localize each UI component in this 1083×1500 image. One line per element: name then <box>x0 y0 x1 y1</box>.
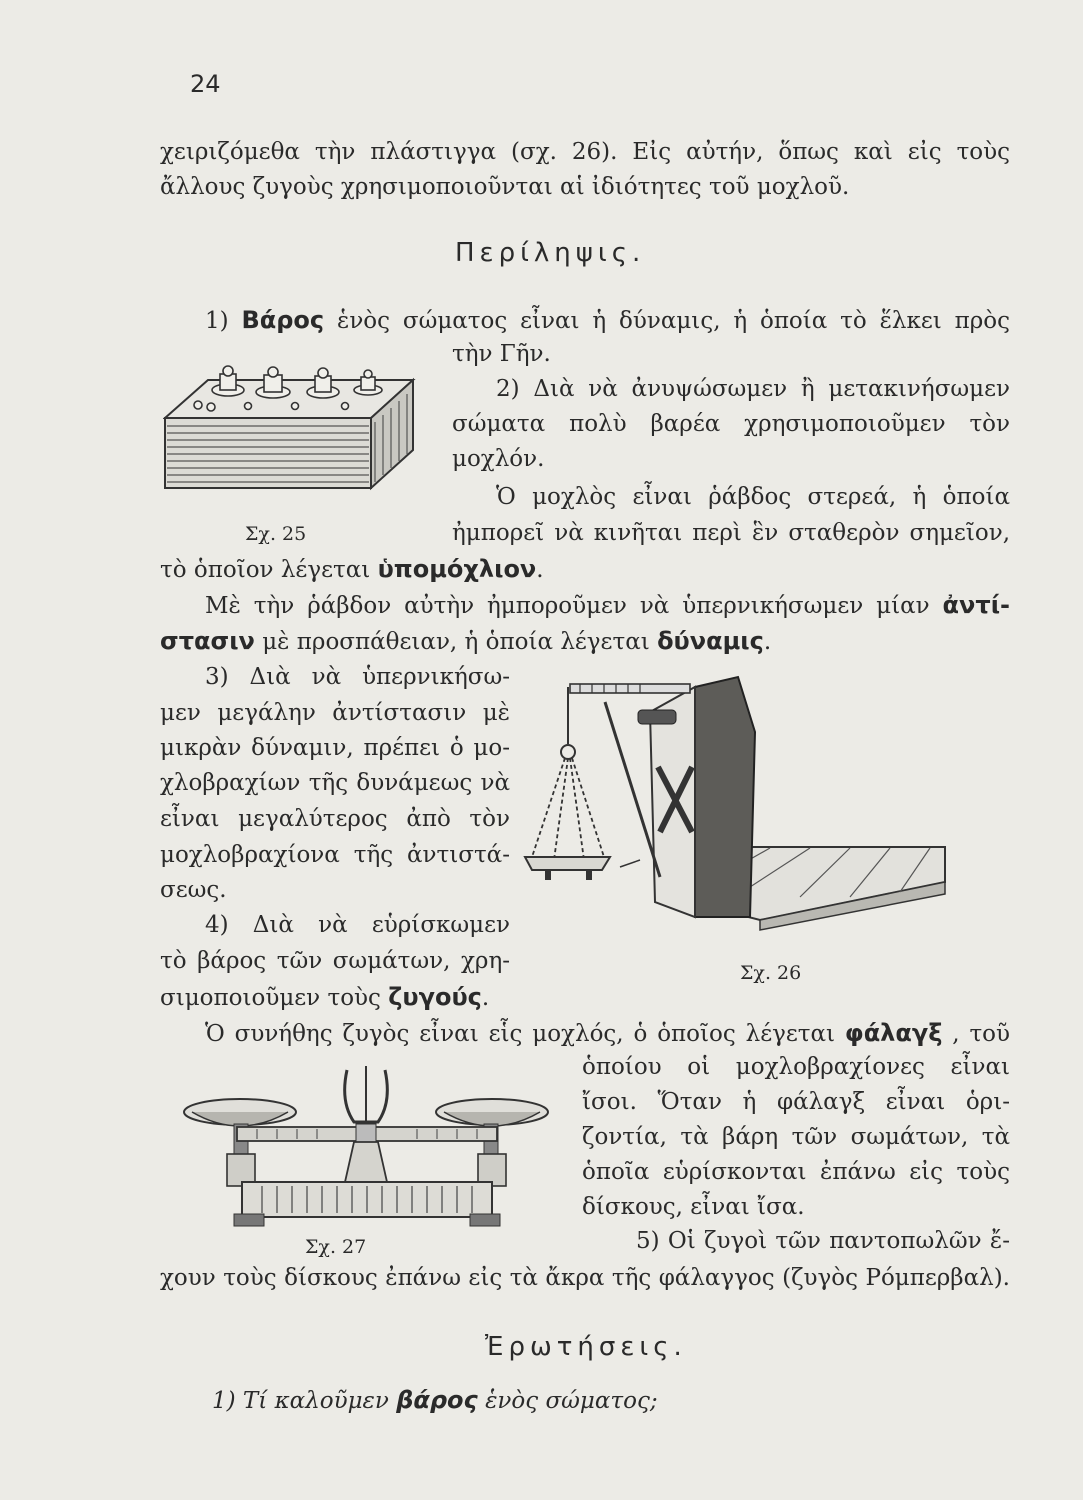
question-1 <box>212 1385 658 1416</box>
p4-line-5: ὁποίου οἱ μοχλοβραχίονες εἶναι <box>582 1054 1010 1080</box>
question-1-end: ἑνὸς σώματος; <box>485 1388 658 1414</box>
p4-line-3-text: σιμοποιοῦμεν τοὺς <box>160 985 381 1011</box>
figure-25-caption: Σχ. 25 <box>245 523 307 545</box>
figure-26-caption: Σχ. 26 <box>740 962 802 984</box>
p2-line-1: 2) Διὰ νὰ ἀνυψώσωμεν ἢ μετακινήσωμεν <box>496 376 1010 402</box>
p3-line-3: μικρὰν δύναμιν, πρέπει ὁ μο- <box>160 735 510 761</box>
p4-line-4-end: , τοῦ <box>952 1021 1010 1047</box>
question-1-text: 1) Τί καλοῦμεν <box>212 1388 389 1414</box>
term-hypomochlion: ὑπομόχλιον <box>377 555 537 583</box>
p3-line-7: σεως. <box>160 877 227 903</box>
p4-line-3 <box>160 982 489 1013</box>
term-antistasis-part1: ἀντί- <box>942 591 1011 619</box>
p4-line-4-text: Ὁ συνήθης ζυγὸς εἶναι εἷς μοχλός, ὁ ὁποῖος λέγεται <box>205 1021 836 1047</box>
p2-line-2: σώματα πολὺ βαρέα χρησιμοποιοῦμεν τὸν <box>452 411 1010 437</box>
intro-line-2: ἄλλους ζυγοὺς χρησιμοποιοῦνται αἱ ἰδιότητες τοῦ μοχλοῦ. <box>160 174 850 200</box>
p4-line-8: ὁποῖα εὑρίσκονται ἐπάνω εἰς τοὺς <box>582 1159 1010 1185</box>
p3-line-2: μεν μεγάλην ἀντίστασιν μὲ <box>160 700 510 726</box>
term-antistasis-part2: στασιν <box>160 627 255 655</box>
p4-line-1: 4) Διὰ νὰ εὑρίσκωμεν <box>205 912 510 938</box>
p1-number: 1) <box>205 308 229 334</box>
p2-line-4: Ὁ μοχλὸς εἶναι ῥάβδος στερεά, ἡ ὁποία <box>496 484 1010 510</box>
p1-line-1 <box>205 305 1010 336</box>
p2-line-6-end: . <box>536 557 544 583</box>
term-phalanx: φάλαγξ <box>844 1019 943 1047</box>
p1-rest: ἑνὸς σώματος εἶναι ἡ δύναμις, ἡ ὁποία τὸ ἕλκει πρὸς <box>336 308 1011 334</box>
p3-line-5: εἶναι μεγαλύτερος ἀπὸ τὸν <box>160 806 510 832</box>
intro-line-1: χειριζόμεθα τὴν πλάστιγγα (σχ. 26). Εἰς αὐτήν, ὅπως καὶ εἰς τοὺς <box>160 139 1010 165</box>
page-number: 24 <box>190 70 221 98</box>
p2-line-8-text: μὲ προσπάθειαν, ἡ ὁποία λέγεται <box>262 629 650 655</box>
p4-line-9: δίσκους, εἶναι ἴσα. <box>582 1194 805 1220</box>
p1-term: Βάρος <box>241 306 325 334</box>
p1-line-2: τὴν Γῆν. <box>452 341 551 367</box>
p4-line-6: ἴσοι. Ὅταν ἡ φάλαγξ εἶναι ὁρι- <box>582 1089 1010 1115</box>
figure-26-platform-scale <box>520 672 1020 937</box>
p2-line-7 <box>205 590 1010 621</box>
p2-line-5: ἠμπορεῖ νὰ κινῆται περὶ ἓν σταθερὸν σημεῖον, <box>452 520 1010 546</box>
summary-heading: Περίληψις. <box>455 238 646 268</box>
p4-line-2: τὸ βάρος τῶν σωμάτων, χρη- <box>160 948 510 974</box>
p4-line-3-end: . <box>481 985 490 1011</box>
p2-line-8 <box>160 626 771 657</box>
p2-line-6 <box>160 554 544 585</box>
p2-line-3: μοχλόν. <box>452 446 545 472</box>
p2-line-7-text: Μὲ τὴν ῥάβδον αὐτὴν ἠμποροῦμεν νὰ ὑπερνικήσωμεν μίαν <box>205 593 930 619</box>
p5-line-1: 5) Οἱ ζυγοὶ τῶν παντοπωλῶν ἔ- <box>636 1228 1010 1254</box>
p3-line-1: 3) Διὰ νὰ ὑπερνικήσω- <box>205 664 510 690</box>
p4-line-4 <box>205 1018 1010 1049</box>
term-dynamis: δύναμις <box>657 627 764 655</box>
p4-line-7: ζοντία, τὰ βάρη τῶν σωμάτων, τὰ <box>582 1124 1010 1150</box>
p3-line-6: μοχλοβραχίονα τῆς ἀντιστά- <box>160 842 510 868</box>
p2-line-8-end: . <box>763 629 772 655</box>
p3-line-4: χλοβραχίων τῆς δυνάμεως νὰ <box>160 770 510 796</box>
figure-27-balance-scale <box>182 1062 552 1232</box>
question-1-term: βάρος <box>396 1386 478 1414</box>
p2-line-6-text: τὸ ὁποῖον λέγεται <box>160 557 371 583</box>
questions-heading: Ἐρωτήσεις. <box>485 1332 687 1362</box>
p5-line-2: χουν τοὺς δίσκους ἐπάνω εἰς τὰ ἄκρα τῆς φάλαγγος (ζυγὸς Ρόμπερβαλ). <box>160 1265 1010 1291</box>
figure-27-caption: Σχ. 27 <box>305 1236 367 1258</box>
term-zygous: ζυγούς <box>388 983 482 1011</box>
figure-25-weights-box <box>163 360 423 495</box>
